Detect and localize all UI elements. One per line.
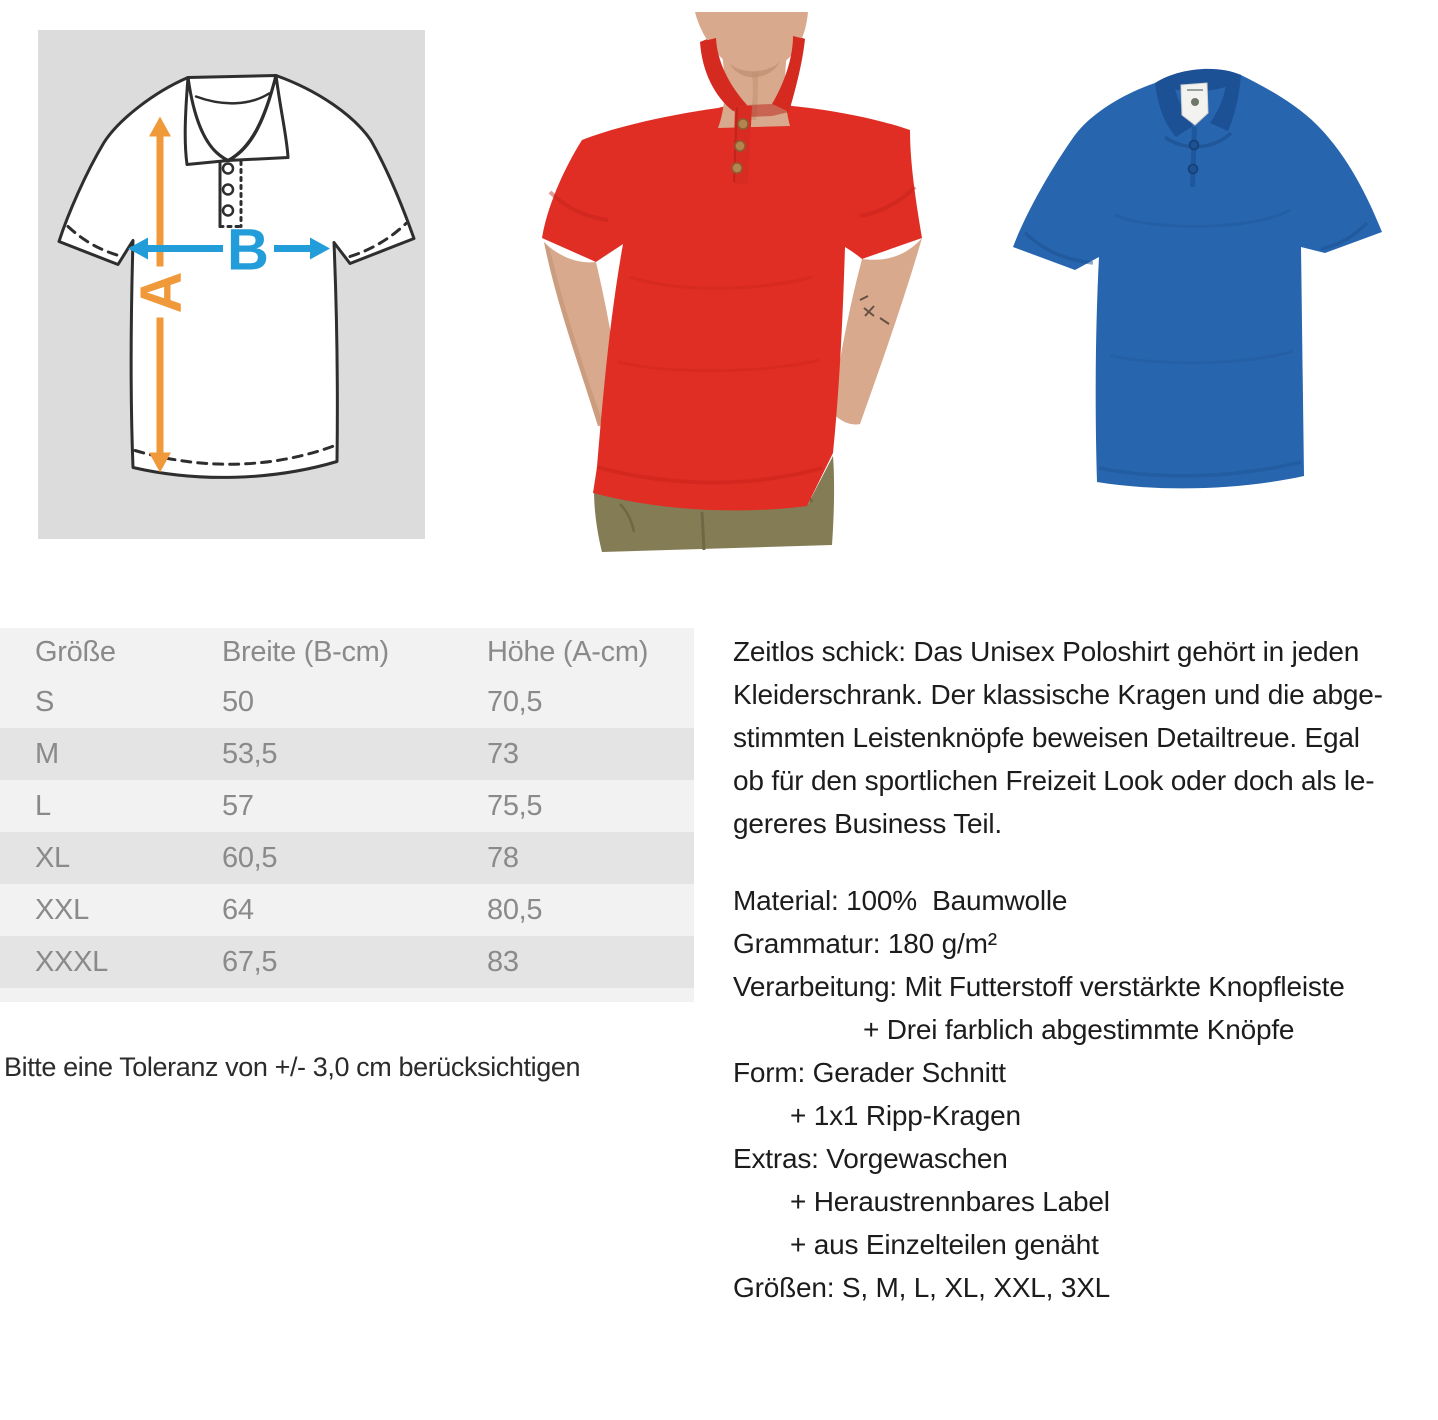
description-line: Größen: S, M, L, XL, XXL, 3XL (733, 1272, 1111, 1303)
width-cell: 64 (222, 893, 254, 926)
model-photo-illustration (490, 12, 935, 557)
col-header-height: Höhe (A-cm) (487, 635, 649, 668)
product-photo-blue-polo (995, 55, 1405, 510)
description-line: + Heraustrennbares Label (790, 1186, 1110, 1217)
height-cell: 83 (487, 945, 519, 978)
table-row (0, 676, 694, 728)
description-line: Kleiderschrank. Der klassische Kragen und die abge- (733, 679, 1383, 710)
height-cell: 75,5 (487, 789, 543, 822)
col-header-width: Breite (B-cm) (222, 635, 389, 668)
description-line: Material: 100% Baumwolle (733, 885, 1068, 916)
size-cell: M (35, 737, 59, 770)
size-diagram-illustration (38, 30, 425, 539)
size-cell: L (35, 789, 51, 822)
width-cell: 53,5 (222, 737, 278, 770)
size-cell: XXL (35, 893, 89, 926)
blue-polo-shirt (1013, 69, 1382, 488)
size-table-body (0, 676, 694, 988)
table-row (0, 936, 694, 988)
description-line: + Drei farblich abgestimmte Knöpfe (863, 1014, 1295, 1045)
table-header-row (0, 628, 694, 676)
size-cell: S (35, 685, 55, 718)
table-row (0, 780, 694, 832)
height-cell: 70,5 (487, 685, 543, 718)
model-photo-red-polo (490, 12, 935, 557)
product-description (733, 630, 1433, 1309)
description-line: Grammatur: 180 g/m² (733, 928, 997, 959)
table-row (0, 832, 694, 884)
size-diagram-panel (38, 30, 425, 539)
width-cell: 67,5 (222, 945, 278, 978)
description-line: + aus Einzelteilen genäht (790, 1229, 1099, 1260)
height-dimension-label: A (129, 271, 194, 314)
width-cell: 60,5 (222, 841, 278, 874)
table-row (0, 728, 694, 780)
size-cell: XL (35, 841, 70, 874)
description-line: Form: Gerader Schnitt (733, 1057, 1006, 1088)
table-row (0, 884, 694, 936)
col-header-size: Größe (35, 635, 116, 668)
table-bottom-padding (0, 988, 694, 1002)
description-line: Zeitlos schick: Das Unisex Poloshirt gehört in jeden (733, 636, 1360, 667)
description-line: Verarbeitung: Mit Futterstoff verstärkte Knopfleiste (733, 971, 1345, 1002)
size-cell: XXXL (35, 945, 108, 978)
tolerance-note: Bitte eine Toleranz von +/- 3,0 cm berücksichtigen (4, 1052, 581, 1082)
height-cell: 73 (487, 737, 519, 770)
width-cell: 50 (222, 685, 254, 718)
description-line: + 1x1 Ripp-Kragen (790, 1100, 1021, 1131)
width-dimension-label: B (227, 217, 269, 283)
description-line: stimmten Leistenknöpfe beweisen Detailtreue. Egal (733, 722, 1360, 753)
size-table (0, 628, 694, 1002)
width-cell: 57 (222, 789, 254, 822)
description-line: gereres Business Teil. (733, 808, 1002, 839)
description-line: Extras: Vorgewaschen (733, 1143, 1008, 1174)
height-cell: 80,5 (487, 893, 543, 926)
height-cell: 78 (487, 841, 519, 874)
description-line (733, 845, 1433, 879)
description-line: ob für den sportlichen Freizeit Look oder doch als le- (733, 765, 1375, 796)
product-photo-illustration (995, 55, 1405, 510)
